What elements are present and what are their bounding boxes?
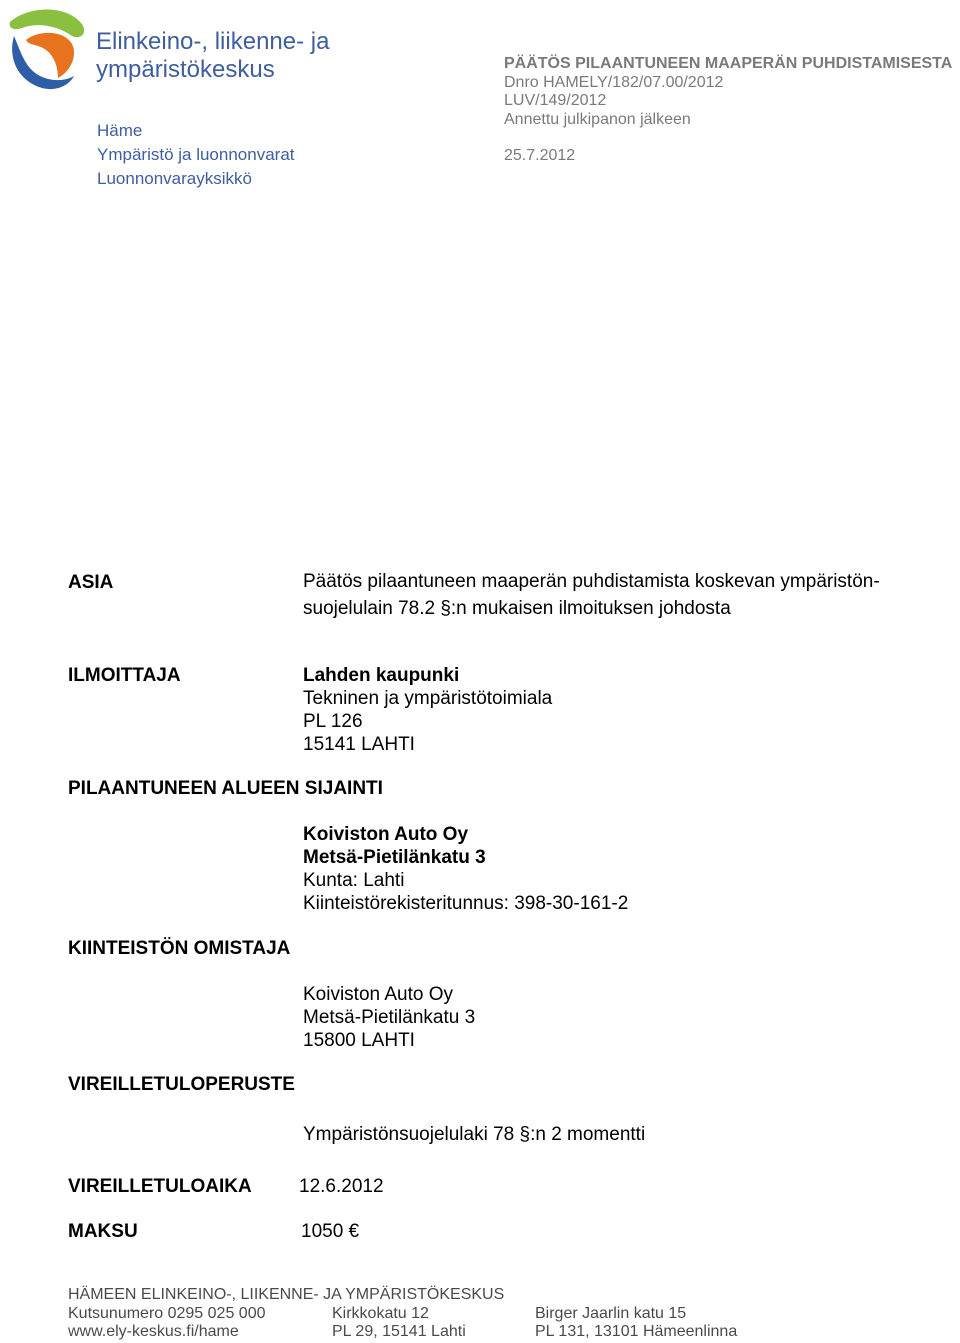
- luv-number: LUV/149/2012: [504, 92, 607, 109]
- issue-date: 25.7.2012: [504, 147, 576, 164]
- label-omistaja: KIINTEISTÖN OMISTAJA: [68, 938, 291, 959]
- footer-address-lahti-1: Kirkkokatu 12: [332, 1305, 429, 1322]
- unit-line-2: Ympäristö ja luonnonvarat: [97, 145, 295, 164]
- peruste-value: Ympäristönsuojelulaki 78 §:n 2 momentti: [303, 1124, 646, 1145]
- footer-website[interactable]: www.ely-keskus.fi/hame: [68, 1323, 239, 1340]
- label-maksu: MAKSU: [68, 1221, 138, 1242]
- label-peruste: VIREILLETULOPERUSTE: [68, 1074, 295, 1095]
- sijainti-line-1: Kunta: Lahti: [303, 870, 405, 891]
- omistaja-line-3: 15800 LAHTI: [303, 1030, 415, 1051]
- omistaja-line-1: Koiviston Auto Oy: [303, 984, 453, 1005]
- document-title: PÄÄTÖS PILAANTUNEEN MAAPERÄN PUHDISTAMISESTA: [504, 55, 953, 72]
- footer-org: HÄMEEN ELINKEINO-, LIIKENNE- JA YMPÄRISTÖKESKUS: [68, 1286, 505, 1303]
- ely-logo-mark: [8, 6, 88, 90]
- ilmoittaja-line-3: 15141 LAHTI: [303, 734, 415, 755]
- aika-value: 12.6.2012: [299, 1176, 384, 1197]
- ely-logo: [8, 6, 88, 90]
- unit-line-3: Luonnonvarayksikkö: [97, 169, 252, 188]
- ilmoittaja-name: Lahden kaupunki: [303, 665, 460, 686]
- label-ilmoittaja: ILMOITTAJA: [68, 665, 181, 686]
- asia-line-2: suojelulain 78.2 §:n mukaisen ilmoituksen johdosta: [303, 598, 731, 619]
- ilmoittaja-line-2: PL 126: [303, 711, 363, 732]
- label-asia: ASIA: [68, 572, 114, 593]
- sijainti-line-2: Kiinteistörekisteritunnus: 398-30-161-2: [303, 893, 629, 914]
- label-aika: VIREILLETULOAIKA: [68, 1176, 252, 1197]
- maksu-value: 1050 €: [301, 1221, 360, 1242]
- diary-number: Dnro HAMELY/182/07.00/2012: [504, 74, 724, 91]
- footer-phone: Kutsunumero 0295 025 000: [68, 1305, 266, 1322]
- sijainti-bold-2: Metsä-Pietilänkatu 3: [303, 847, 486, 868]
- sijainti-bold-1: Koiviston Auto Oy: [303, 824, 469, 845]
- org-name-line2: ympäristökeskus: [96, 56, 275, 83]
- label-sijainti: PILAANTUNEEN ALUEEN SIJAINTI: [68, 778, 383, 799]
- unit-line-1: Häme: [97, 121, 143, 140]
- ilmoittaja-line-1: Tekninen ja ympäristötoimiala: [303, 688, 553, 709]
- footer-address-hml-1: Birger Jaarlin katu 15: [535, 1305, 687, 1322]
- omistaja-line-2: Metsä-Pietilänkatu 3: [303, 1007, 476, 1028]
- issued-note: Annettu julkipanon jälkeen: [504, 111, 691, 128]
- footer-address-lahti-2: PL 29, 15141 Lahti: [332, 1323, 466, 1340]
- asia-line-1: Päätös pilaantuneen maaperän puhdistamista koskevan ympäristön-: [303, 571, 880, 592]
- footer-address-hml-2: PL 131, 13101 Hämeenlinna: [535, 1323, 738, 1340]
- org-name-line1: Elinkeino-, liikenne- ja: [96, 28, 330, 55]
